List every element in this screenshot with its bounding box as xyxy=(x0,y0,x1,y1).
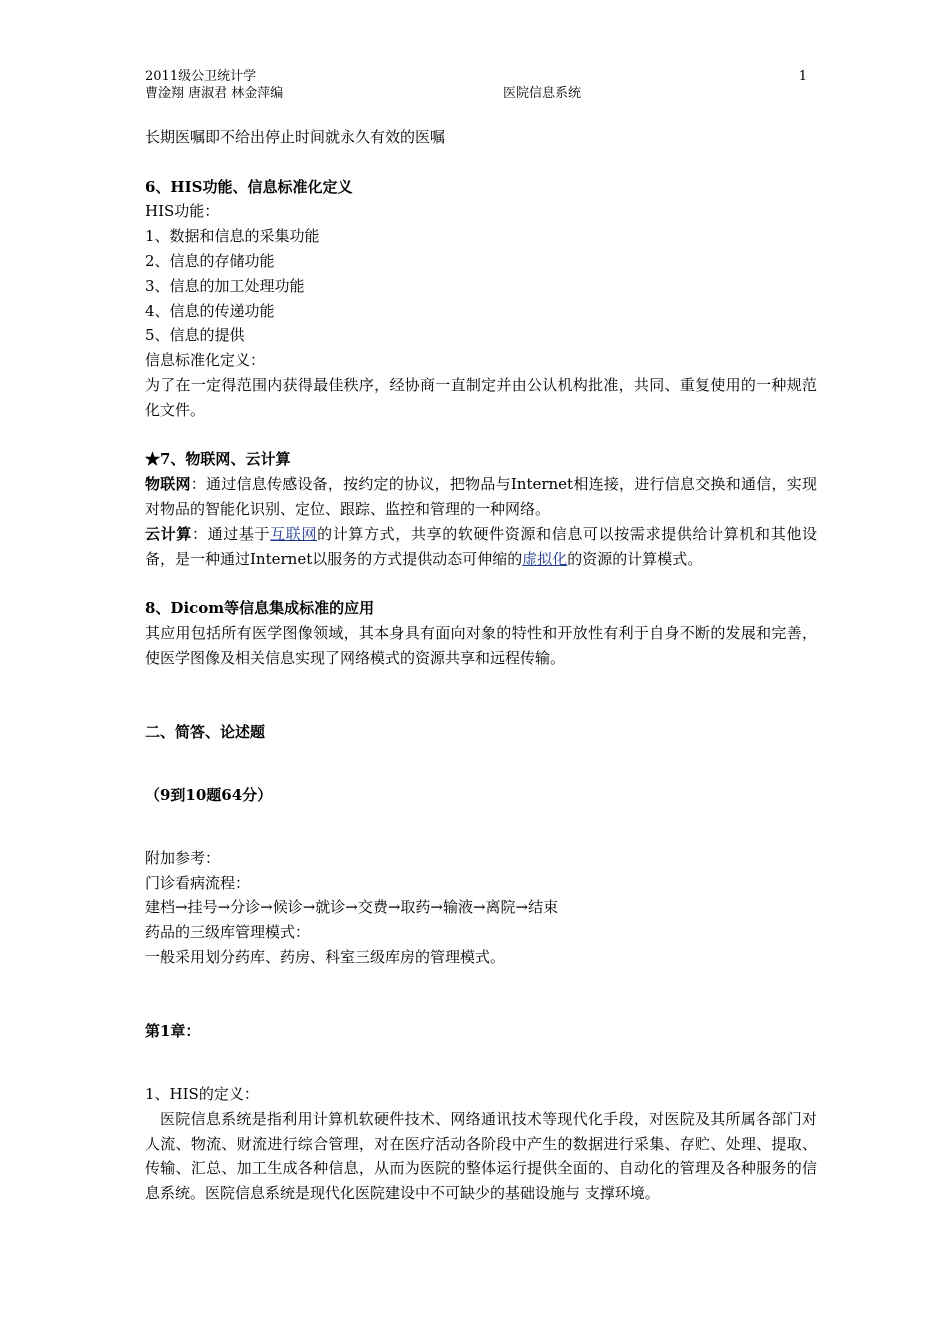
intro-text: 长期医嘱即不给出停止时间就永久有效的医嘱 xyxy=(145,128,446,146)
outpatient-flow-label: 门诊看病流程： xyxy=(145,873,251,892)
list-item: 1、数据和信息的采集功能 xyxy=(145,227,320,246)
reference-label: 附加参考： xyxy=(145,848,221,867)
part2-heading: 二、简答、论述题 xyxy=(145,723,266,742)
drug-mode-text: 一般采用划分药库、药房、科室三级库房的管理模式。 xyxy=(145,947,506,966)
list-item: 3、信息的加工处理功能 xyxy=(145,276,305,295)
document-body xyxy=(145,125,817,1206)
virtualization-link[interactable]: 虚拟化 xyxy=(522,549,568,568)
list-item: 2、信息的存储功能 xyxy=(145,251,275,270)
iot-paragraph xyxy=(145,472,817,522)
his-function-label: HIS功能： xyxy=(145,202,220,221)
his-definition-label: 1、HIS的定义： xyxy=(145,1085,259,1104)
list-item: 5、信息的提供 xyxy=(145,326,245,345)
cloud-text-b: 的计算方式，共享的软硬件资源和信息可以按需求提供给计算机和其他设备，是一种通过Internet以服务的方式提供动态可伸缩的 xyxy=(145,524,817,568)
section6-heading: 6、HIS功能、信息标准化定义 xyxy=(145,177,353,196)
part2-subheading: （9到10题64分） xyxy=(145,785,273,804)
iot-term: 物联网 xyxy=(145,475,191,494)
standardization-text: 为了在一定得范围内获得最佳秩序，经协商一直制定并由公认机构批准，共同、重复使用的一种规范化文件。 xyxy=(145,375,817,419)
cloud-text-a: ：通过基于 xyxy=(191,524,271,543)
internet-link[interactable]: 互联网 xyxy=(270,524,318,543)
outpatient-flow: 建档→挂号→分诊→候诊→就诊→交费→取药→输液→离院→结束 xyxy=(145,898,559,917)
header-title: 医院信息系统 xyxy=(503,86,582,101)
standardization-label: 信息标准化定义： xyxy=(145,351,266,370)
cloud-text-c: 的资源的计算模式。 xyxy=(567,549,703,568)
section7-heading: ★7、物联网、云计算 xyxy=(145,450,291,469)
cloud-term: 云计算 xyxy=(145,524,192,543)
header-course: 2011级公卫统计学 xyxy=(145,69,257,84)
list-item: 4、信息的传递功能 xyxy=(145,301,275,320)
his-definition-text: 医院信息系统是指利用计算机软硬件技术、网络通讯技术等现代化手段，对医院及其所属各部门对人流、物流、财流进行综合管理，对在医疗活动各阶段中产生的数据进行采集、存贮、处理、提取、传输、汇总、加工生成各种信息，从而为医院的整体运行提供全面的、自动化的管理及各种服务的信息系统。医院信息系统是现代化医院建设中不可缺少的基础设施与 支撑环境。 xyxy=(145,1109,817,1203)
header-authors: 曹淦翔 唐淑君 林金萍编 xyxy=(145,86,284,101)
iot-text: ：通过信息传感设备，按约定的协议，把物品与Internet相连接，进行信息交换和通信，实现对物品的智能化识别、定位、跟踪、监控和管理的一种网络。 xyxy=(145,475,817,518)
dicom-text: 其应用包括所有医学图像领域，其本身具有面向对象的特性和开放性有利于自身不断的发展和完善，使医学图像及相关信息实现了网络模式的资源共享和远程传输。 xyxy=(145,623,817,667)
drug-mode-label: 药品的三级库管理模式： xyxy=(145,923,311,942)
section8-heading: 8、Dicom等信息集成标准的应用 xyxy=(145,599,375,618)
cloud-paragraph xyxy=(145,522,817,572)
page-number: 1 xyxy=(798,69,807,84)
chapter1-heading: 第1章： xyxy=(145,1022,201,1041)
